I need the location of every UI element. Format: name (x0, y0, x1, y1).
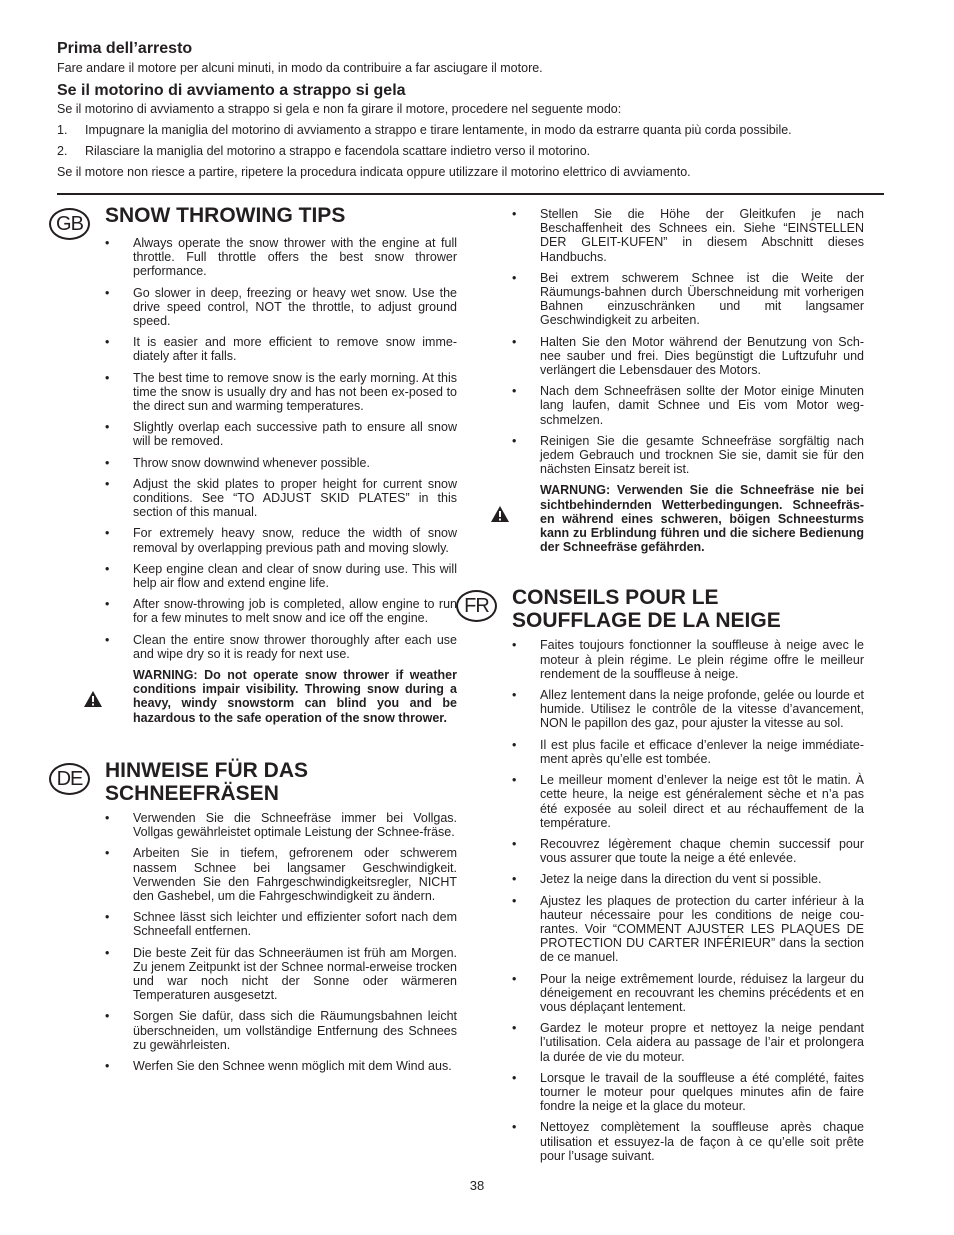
list-item: • For extremely heavy snow, reduce the width of snow removal by overlapping previous path and moving slowly. (105, 526, 457, 554)
list-item: • Ajustez les plaques de protection du carter inférieur à la hauteur nécessaire pour les conditions de neige cou-rantes. Voir “COMMENT AJUSTER LES PLAQUES DE PROTECTION DU CARTER INFÉRIEUR” dans la section de ce manuel. (512, 894, 864, 965)
de-warning (512, 483, 864, 554)
de-warning-text: WARNUNG: Verwenden Sie die Schneefräse nie bei sichtbehindernden Wetterbedingungen. Schneefräs-en während eines schweren, böigen Schneesturms kann zu Erblindung führen und die sichere Bedienung der Schneefräse gefährden. (540, 483, 864, 555)
step-number: 1. (57, 123, 68, 137)
list-item: • Slightly overlap each successive path to ensure all snow will be removed. (105, 420, 457, 448)
de-tips-list (105, 811, 457, 1073)
list-item: • Throw snow downwind whenever possible. (105, 456, 457, 470)
de-tips-list-continued (512, 207, 864, 476)
gb-section-header (56, 204, 457, 236)
fr-language-badge: FR (456, 590, 497, 622)
de-section-header (56, 758, 457, 811)
list-item: • Jetez la neige dans la direction du vent si possible. (512, 872, 864, 886)
list-item: • Go slower in deep, freezing or heavy wet snow. Use the drive speed control, NOT the throttle, to adjust ground speed. (105, 286, 457, 329)
italian-heading-frozen-starter: Se il motorino di avviamento a strappo si gela (57, 82, 406, 99)
italian-step (57, 144, 897, 159)
left-column (56, 204, 457, 1080)
italian-paragraph: Se il motorino di avviamento a strappo si gela e non fa girare il motore, procedere nel seguente modo: (57, 102, 622, 116)
list-item: • The best time to remove snow is the early morning. At this time the snow is usually dry and has not been ex-posed to the direct sun and warming temperatures. (105, 371, 457, 414)
list-item: • Die beste Zeit für das Schneeräumen ist früh am Morgen. Zu jenem Zeitpunkt ist der Schnee normal-erweise trocken und war noch nicht der Sonne oder wärmeren Temperaturen ausgesetzt. (105, 946, 457, 1003)
italian-paragraph: Se il motore non riesce a partire, ripetere la procedura indicata oppure utilizzare il motorino elettrico di avviamento. (57, 165, 691, 179)
list-item: • Keep engine clean and clear of snow during use. This will help air flow and extend engine life. (105, 562, 457, 590)
warning-icon (83, 690, 103, 708)
fr-section-title-line1: CONSEILS POUR LE (512, 586, 719, 610)
list-item: • Gardez le moteur propre et nettoyez la neige pendant l’utilisation. Cela aidera au passage de l’air et prolongera la durée de vie du moteur. (512, 1021, 864, 1064)
right-column (464, 207, 864, 1170)
list-item: • Nettoyez complètement la souffleuse après chaque utilisation et essuyez-la de façon à ce qu’elle soit prête pour l’usage suivant. (512, 1120, 864, 1163)
list-item: • It is easier and more efficient to remove snow imme-diately after it falls. (105, 335, 457, 363)
list-item: • Faites toujours fonctionner la souffleuse à neige avec le moteur à plein régime. Le plein régime offre le meilleur rendement de la souffleuse à neige. (512, 638, 864, 681)
list-item: • Il est plus facile et efficace d’enlever la neige immédiate-ment après qu’elle est tombée. (512, 738, 864, 766)
fr-section-header (464, 586, 864, 638)
italian-step (57, 123, 897, 138)
list-item: • Allez lentement dans la neige profonde, gelée ou lourde et humide. Utilisez le contrôle de la vitesse d’avancement, NON le papillon des gaz, pour ajuster la vitesse au sol. (512, 688, 864, 731)
list-item: • Stellen Sie die Höhe der Gleitkufen je nach Beschaffenheit des Schnees ein. Siehe “EINSTELLEN DER GLEIT-KUFEN” in diesem Abschnitt dieses Handbuchs. (512, 207, 864, 264)
gb-warning-text: WARNING: Do not operate snow thrower if weather conditions impair visibility. Throwing snow during a heavy, windy snowstorm can blind you and be hazardous to the safe operation of the snow thrower. (133, 668, 457, 725)
italian-heading-before-stopping: Prima dell’arresto (57, 40, 193, 57)
list-item: • Arbeiten Sie in tiefem, gefrorenem oder schwerem nassem Schnee bei langsamer Geschwindigkeit. Verwenden Sie den Fahrgeschwindigkeitsregler, NICHT den Gashebel, um die Fahrgeschwindigkeit zu ändern. (105, 846, 457, 903)
list-item: • Pour la neige extrêmement lourde, réduisez la largeur du déneigement en recouvrant les chemins précédents et en vous déplaçant lentement. (512, 972, 864, 1015)
fr-tips-list (512, 638, 864, 1163)
step-text: Rilasciare la maniglia del motorino a strappo e facendola scattare indietro verso il motorino. (85, 144, 591, 158)
italian-paragraph: Fare andare il motore per alcuni minuti, in modo da contribuire a far asciugare il motore. (57, 61, 543, 75)
list-item: • Reinigen Sie die gesamte Schneefräse sorgfältig nach jedem Gebrauch und trocknen Sie sie, damit sie für den nächsten Einsatz bereit ist. (512, 434, 864, 477)
warning-icon (490, 505, 510, 523)
de-language-badge: DE (49, 763, 90, 795)
list-item: • Le meilleur moment d’enlever la neige est tôt le matin. À cette heure, la neige est généralement sèche et n’a pas été exposée au soleil direct et au réchauffement de la température. (512, 773, 864, 830)
list-item: • Always operate the snow thrower with the engine at full throttle. Full throttle offers the best snow thrower performance. (105, 236, 457, 279)
de-section-title-line1: HINWEISE FÜR DAS (105, 758, 309, 782)
list-item: • Clean the entire snow thrower thoroughly after each use and wipe dry so it is ready for next use. (105, 633, 457, 661)
list-item: • Halten Sie den Motor während der Benutzung von Sch-nee sauber und frei. Dies begünstigt die Luftzufuhr und verlängert die Lebensdauer des Motors. (512, 335, 864, 378)
page-number: 38 (469, 1178, 485, 1193)
list-item: • Verwenden Sie die Schneefräse immer bei Vollgas. Vollgas gewährleistet optimale Leistung der Schnee-fräse. (105, 811, 457, 839)
list-item: • Lorsque le travail de la souffleuse a été complété, faites tourner le moteur pour quelques minutes afin de faire fondre la neige et la glace du moteur. (512, 1071, 864, 1114)
list-item: • Nach dem Schneefräsen sollte der Motor einige Minuten lang laufen, damit Schnee und Eis vom Motor weg-schmelzen. (512, 384, 864, 427)
fr-section-title-line2: SOUFFLAGE DE LA NEIGE (512, 609, 781, 633)
list-item: • After snow-throwing job is completed, allow engine to run for a few minutes to melt snow and ice off the engine. (105, 597, 457, 625)
list-item: • Sorgen Sie dafür, dass sich die Räumungsbahnen leicht überschneiden, um vollständige Entfernung des Schnees zu gewährleisten. (105, 1009, 457, 1052)
step-number: 2. (57, 144, 68, 158)
gb-warning (105, 668, 457, 725)
list-item: • Adjust the skid plates to proper height for current snow conditions. See “TO ADJUST SKID PLATES” in this section of this manual. (105, 477, 457, 520)
de-section-title-line2: SCHNEEFRÄSEN (105, 781, 279, 805)
list-item: • Schnee lässt sich leichter und effizienter sofort nach dem Schneefall entfernen. (105, 910, 457, 938)
list-item: • Werfen Sie den Schnee wenn möglich mit dem Wind aus. (105, 1059, 457, 1073)
step-text: Impugnare la maniglia del motorino di avviamento a strappo e tirare lentamente, in modo da estrarre quanta più corda possibile. (85, 123, 792, 137)
section-divider (57, 193, 884, 195)
gb-tips-list (105, 236, 457, 661)
gb-section-title: SNOW THROWING TIPS (105, 204, 346, 227)
list-item: • Bei extrem schwerem Schnee ist die Weite der Räumungs-bahnen durch Überschneidung mit vorherigen Bahnen einzuschränken und mit langsamer Geschwindigkeit zu arbeiten. (512, 271, 864, 328)
gb-language-badge: GB (49, 208, 90, 240)
list-item: • Recouvrez légèrement chaque chemin successif pour vous assurer que toute la neige a été enlevée. (512, 837, 864, 865)
